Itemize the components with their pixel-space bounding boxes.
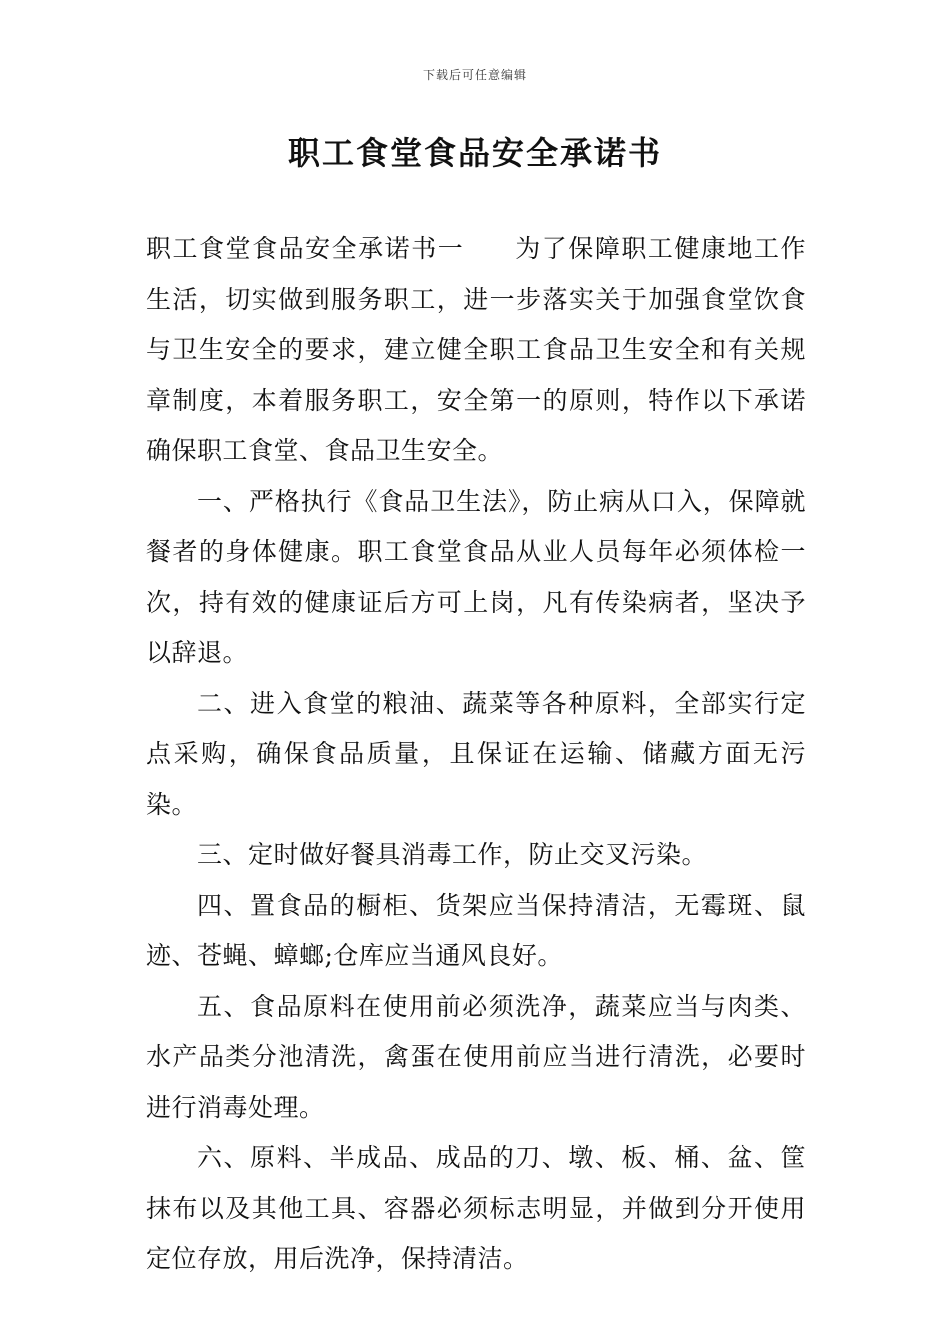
- intro-text: 为了保障职工健康地工作生活，切实做到服务职工，进一步落实关于加强食堂饮食与卫生安全的要求，建立健全职工食品卫生安全和有关规章制度，本着服务职工，安全第一的原则，特作以下承诺确保职工食堂、食品卫生安全。: [146, 234, 806, 465]
- clause-3: 三、定时做好餐具消毒工作，防止交叉污染。: [197, 840, 708, 869]
- clause-1: 一、严格执行《食品卫生法》，防止病从口入，保障就餐者的身体健康。职工食堂食品从业人员每年必须体检一次，持有效的健康证后方可上岗，凡有传染病者，坚决予以辞退。: [146, 486, 806, 667]
- clause-2: 二、进入食堂的粮油、蔬菜等各种原料，全部实行定点采购，确保食品质量，且保证在运输、储藏方面无污染。: [146, 688, 806, 819]
- intro-heading: 职工食堂食品安全承诺书一: [146, 234, 465, 263]
- clause-5: 五、食品原料在使用前必须洗净，蔬菜应当与肉类、水产品类分池清洗，禽蛋在使用前应当进行清洗，必要时进行消毒处理。: [146, 991, 806, 1122]
- document-body: [146, 224, 806, 1285]
- clause-6: 六、原料、半成品、成品的刀、墩、板、桶、盆、筐抹布以及其他工具、容器必须标志明显，并做到分开使用定位存放，用后洗净，保持清洁。: [146, 1143, 806, 1273]
- intro-paragraph: [146, 224, 806, 477]
- clause-4: 四、置食品的橱柜、货架应当保持清洁，无霉斑、鼠迹、苍蝇、蟑螂;仓库应当通风良好。: [146, 890, 806, 970]
- header-note: 下载后可任意编辑: [422, 68, 527, 82]
- document-title: 职工食堂食品安全承诺书: [287, 134, 662, 172]
